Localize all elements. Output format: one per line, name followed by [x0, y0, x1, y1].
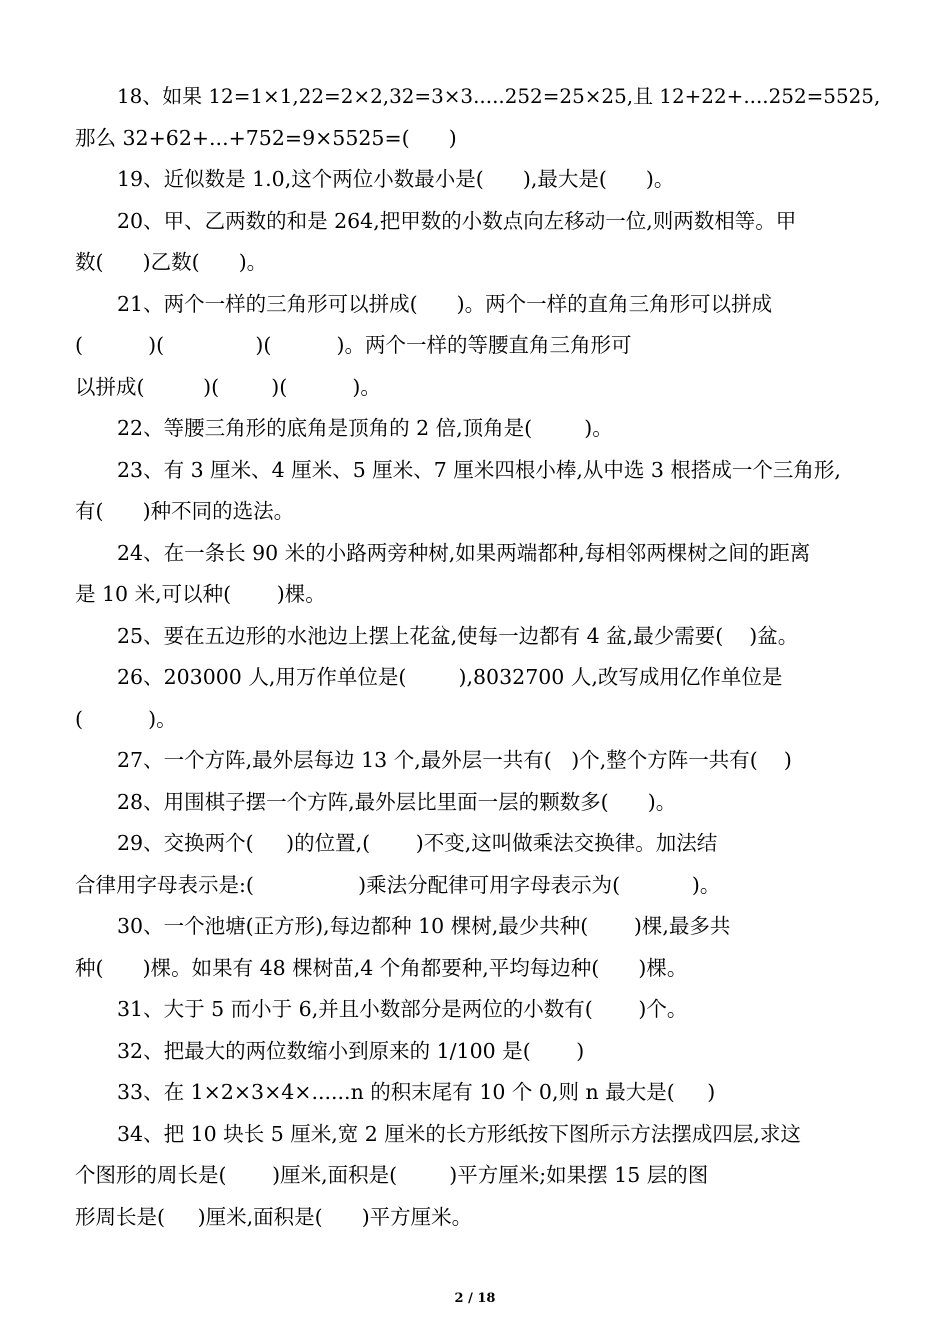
text-line: 23、有 3 厘米、4 厘米、5 厘米、7 厘米四根小棒,从中选 3 根搭成一个三角形,: [117, 457, 841, 482]
text-line: 是 10 米,可以种( )棵。: [75, 582, 326, 606]
text-line: 33、在 1×2×3×4×......n 的积末尾有 10 个 0,则 n 最大是( ): [117, 1080, 716, 1104]
text-line: 18、如果 12=1×1,22=2×2,32=3×3.....252=25×25,且 12+22+....252=5525,: [117, 85, 881, 108]
text-line: 22、等腰三角形的底角是顶角的 2 倍,顶角是( )。: [117, 416, 613, 440]
text-line: 21、两个一样的三角形可以拼成( )。两个一样的直角三角形可以拼成: [117, 291, 773, 316]
text-line: 那么 32+62+...+752=9×5525=( ): [75, 125, 457, 150]
text-line: ( )。: [75, 706, 177, 731]
text-line: 27、一个方阵,最外层每边 13 个,最外层一共有( )个,整个方阵一共有( ): [117, 748, 792, 772]
text-line: 25、要在五边形的水池边上摆上花盆,使每一边都有 4 盆,最少需要( )盆。: [117, 623, 799, 648]
text-line: 26、203000 人,用万作单位是( ),8032700 人,改写成用亿作单位是: [117, 665, 783, 689]
text-line: 种( )棵。如果有 48 棵树苗,4 个角都要种,平均每边种( )棵。: [75, 955, 688, 980]
text-line: 31、大于 5 而小于 6,并且小数部分是两位的小数有( )个。: [117, 997, 688, 1021]
page-number: 2 / 18: [454, 1291, 496, 1306]
text-line: 34、把 10 块长 5 厘米,宽 2 厘米的长方形纸按下图所示方法摆成四层,求这: [117, 1121, 801, 1146]
text-line: 28、用围棋子摆一个方阵,最外层比里面一层的颗数多( )。: [117, 789, 677, 814]
text-line: 24、在一条长 90 米的小路两旁种树,如果两端都种,每相邻两棵树之间的距离: [117, 540, 811, 565]
text-line: 29、交换两个( )的位置,( )不变,这叫做乘法交换律。加法结: [117, 831, 718, 855]
text-line: 32、把最大的两位数缩小到原来的 1/100 是( ): [117, 1038, 585, 1063]
question-list: [75, 76, 881, 1238]
text-line: 数( )乙数( )。: [75, 250, 268, 274]
text-line: ( )( )( )。两个一样的等腰直角三角形可: [75, 333, 632, 357]
text-line: 19、近似数是 1.0,这个两位小数最小是( ),最大是( )。: [117, 167, 675, 191]
text-line: 形周长是( )厘米,面积是( )平方厘米。: [75, 1204, 473, 1229]
text-line: 个图形的周长是( )厘米,面积是( )平方厘米;如果摆 15 层的图: [75, 1163, 709, 1187]
text-line: 合律用字母表示是:( )乘法分配律可用字母表示为( )。: [75, 872, 721, 897]
text-line: 以拼成( )( )( )。: [75, 374, 381, 399]
text-line: 有( )种不同的选法。: [75, 499, 295, 523]
text-line: 20、甲、乙两数的和是 264,把甲数的小数点向左移动一位,则两数相等。甲: [117, 208, 797, 233]
text-line: 30、一个池塘(正方形),每边都种 10 棵树,最少共种( )棵,最多共: [117, 914, 731, 938]
